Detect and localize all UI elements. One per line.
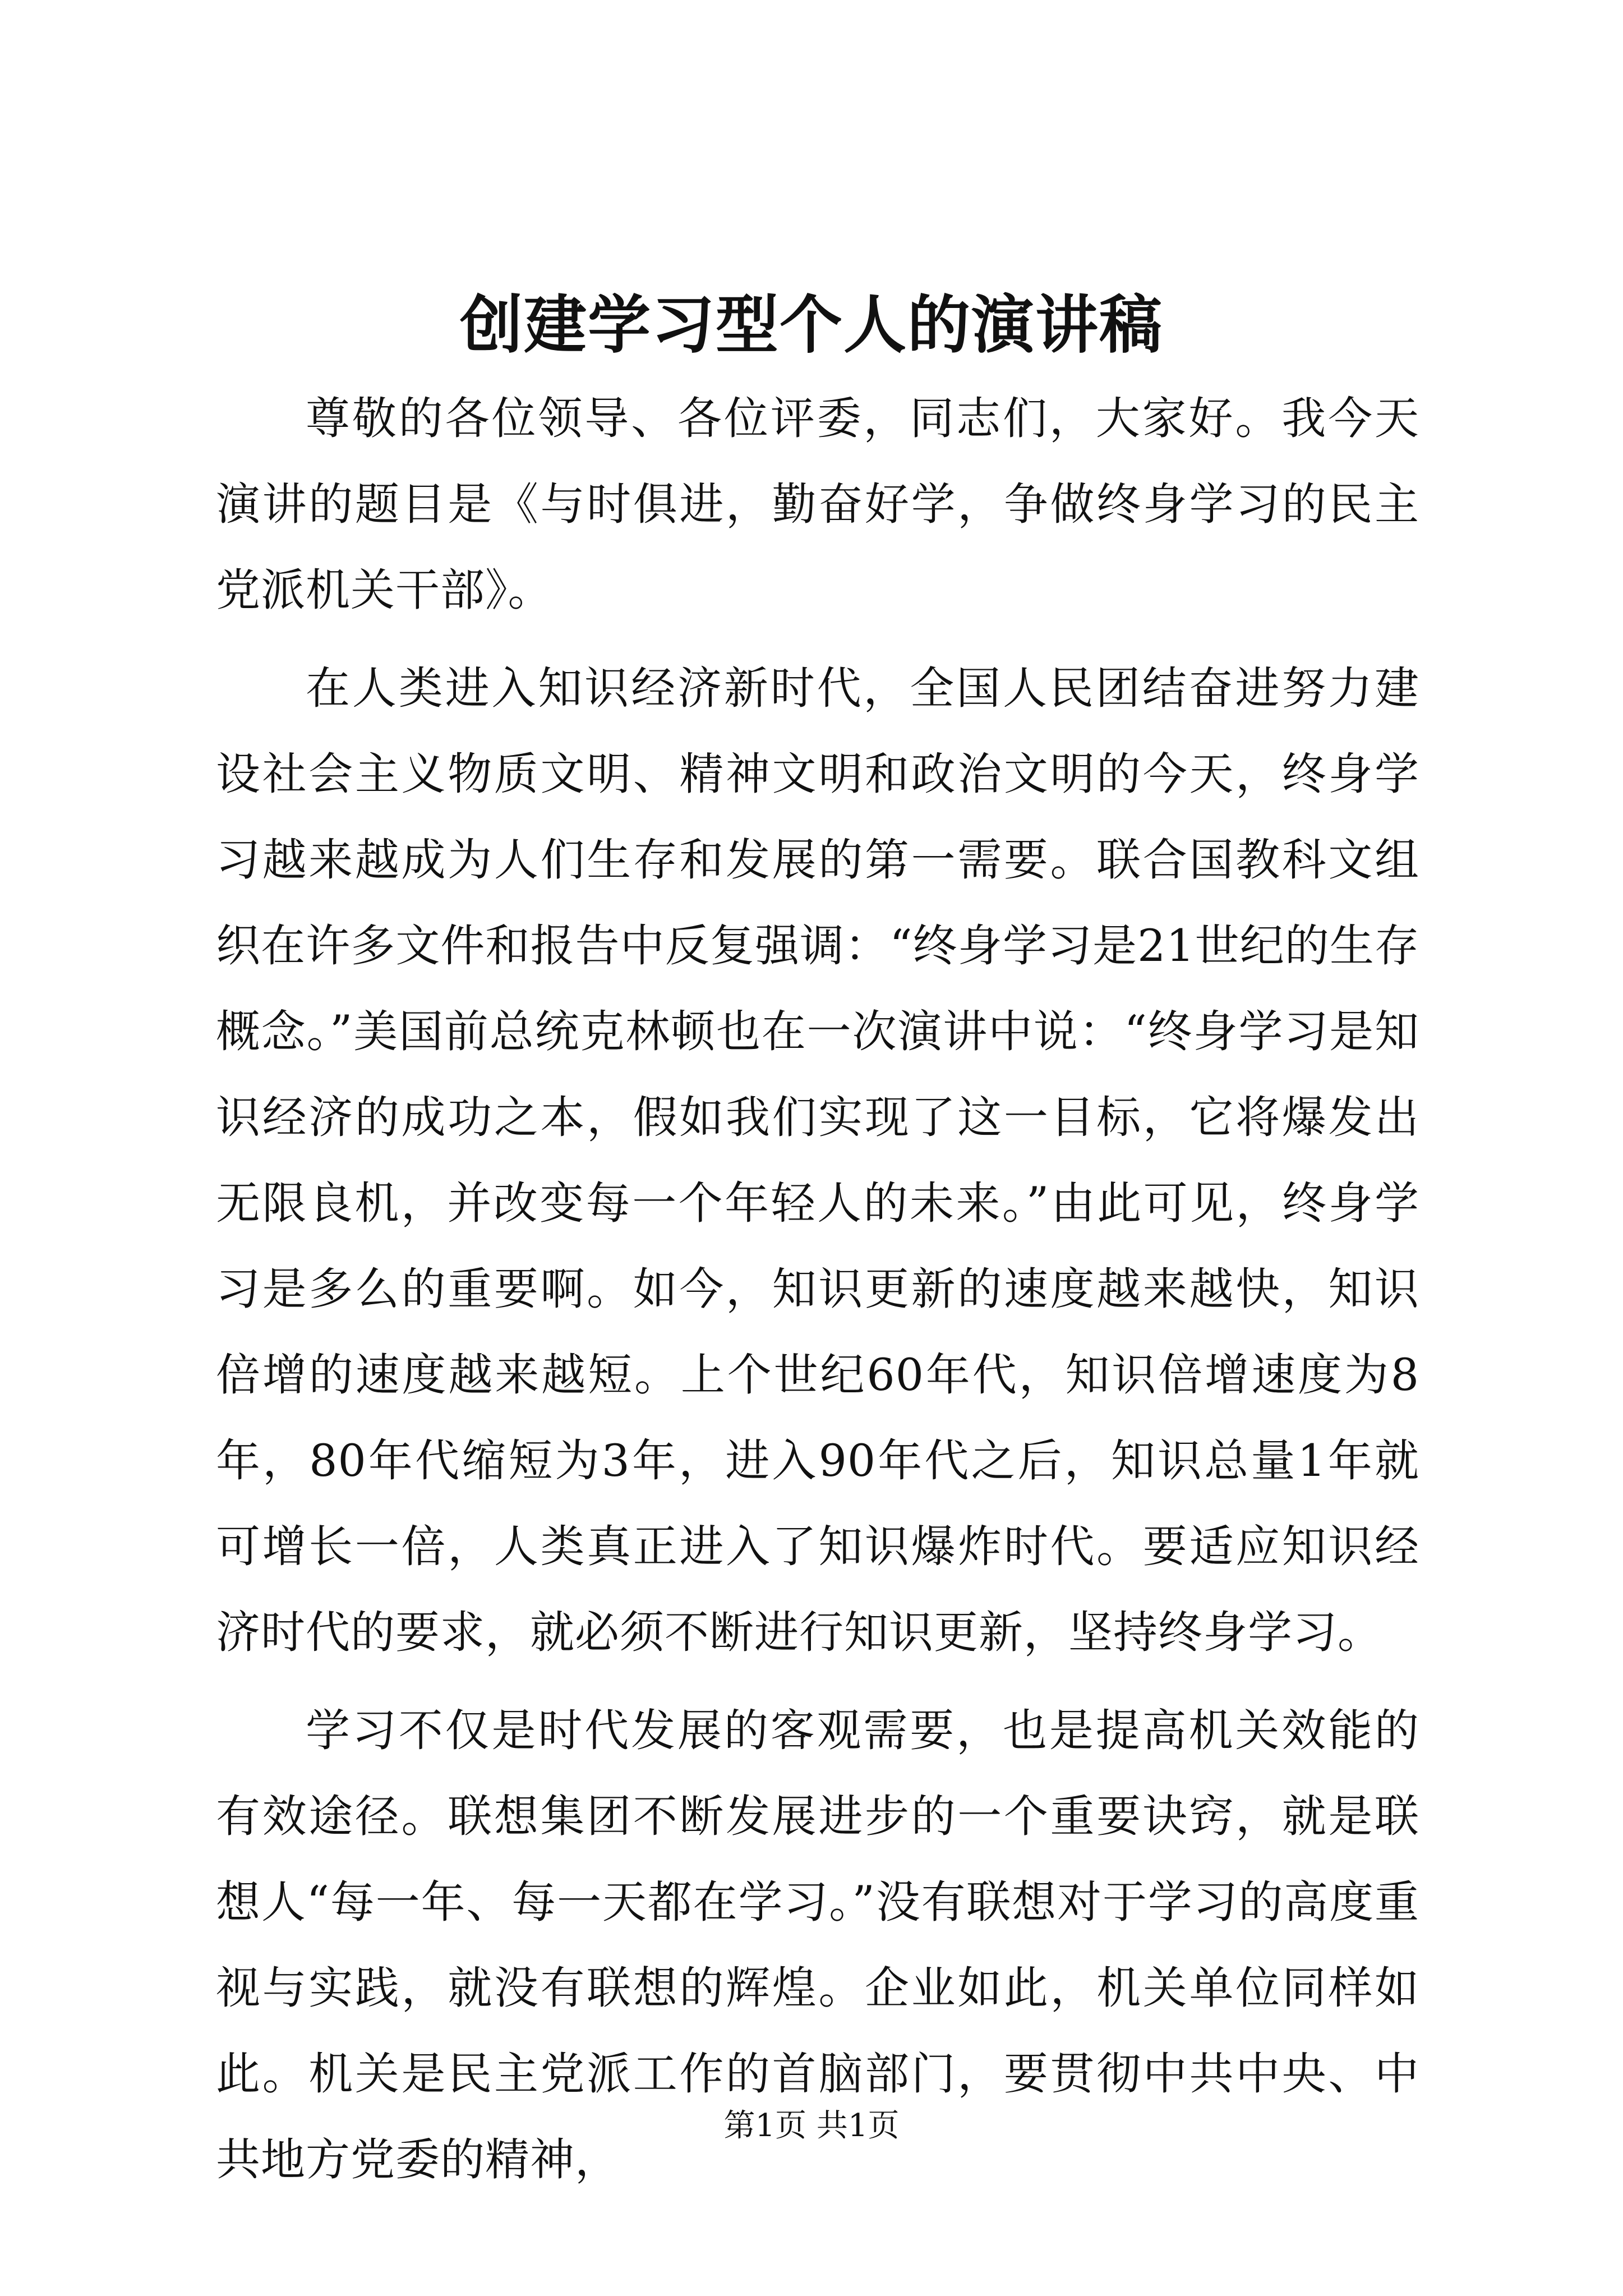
paragraph-institutional-efficiency: 学习不仅是时代发展的客观需要，也是提高机关效能的有效途径。联想集团不断发展进步的一个重要诀窍，就是联想人“每一年、每一天都在学习。”没有联想对于学习的高度重视与实践，就没有联想的辉煌。企业如此，机关单位同样如此。机关是民主党派工作的首脑部门，要贯彻中共中央、中共地方党委的精神，: [216, 1705, 1419, 2185]
document-title: 创建学习型个人的演讲稿: [460, 288, 1163, 362]
page-footer: 第1页 共1页: [723, 2108, 900, 2144]
paragraph-greeting: 尊敬的各位领导、各位评委，同志们，大家好。我今天演讲的题目是《与时俱进，勤奋好学，争做终身学习的民主党派机关干部》。: [216, 393, 1419, 616]
document-body: [216, 376, 1419, 2215]
paragraph-lifelong-learning: 在人类进入知识经济新时代，全国人民团结奋进努力建设社会主义物质文明、精神文明和政治文明的今天，终身学习越来越成为人们生存和发展的第一需要。联合国教科文组织在许多文件和报告中反复强调：“终身学习是21世纪的生存概念。”美国前总统克林顿也在一次演讲中说：“终身学习是知识经济的成功之本，假如我们实现了这一目标，它将爆发出无限良机，并改变每一个年轻人的未来。”由此可见，终身学习是多么的重要啊。如今，知识更新的速度越来越快，知识倍增的速度越来越短。上个世纪60年代，知识倍增速度为8年，80年代缩短为3年，进入90年代之后，知识总量1年就可增长一倍，人类真正进入了知识爆炸时代。要适应知识经济时代的要求，就必须不断进行知识更新，坚持终身学习。: [216, 662, 1419, 1658]
